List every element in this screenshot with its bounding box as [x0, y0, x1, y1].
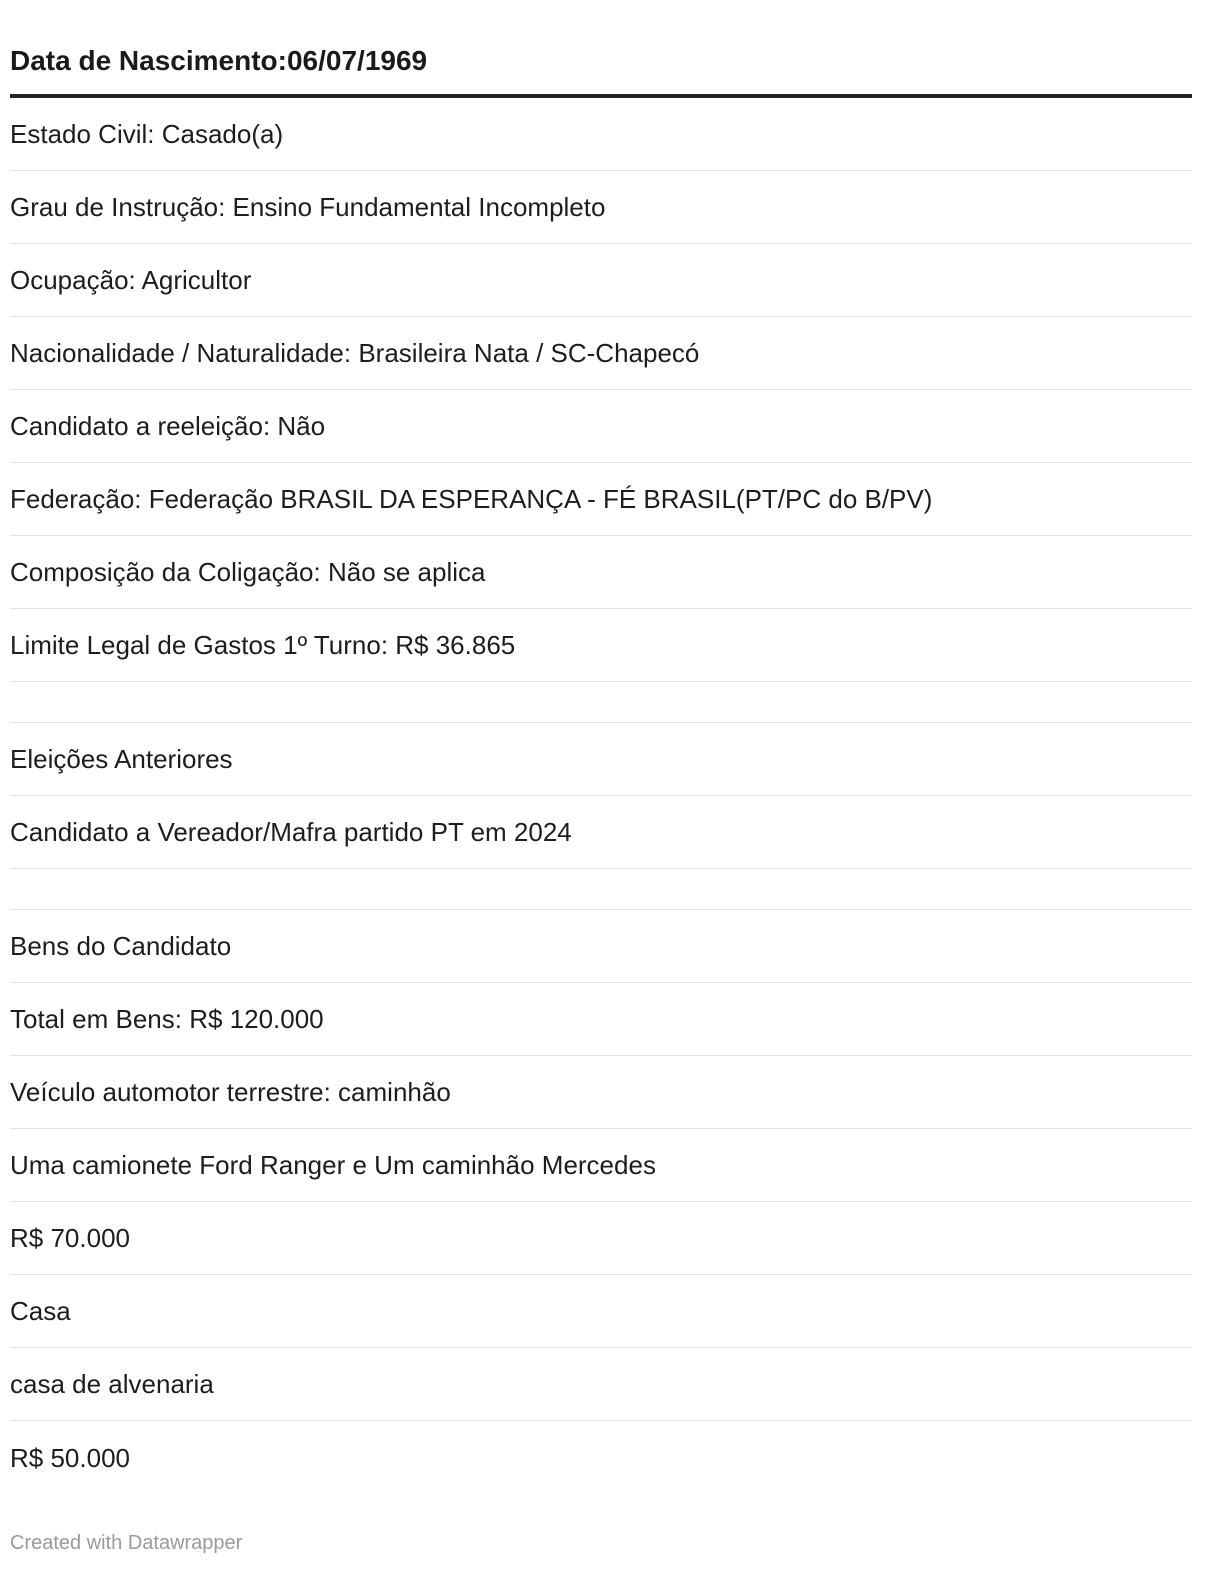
row-text: Casa — [10, 1296, 71, 1326]
table-row — [10, 98, 1192, 171]
row-text: Grau de Instrução: Ensino Fundamental Incompleto — [10, 192, 606, 222]
table-row — [10, 1275, 1192, 1348]
section-label-assets: Bens do Candidato — [10, 931, 232, 961]
table-row — [10, 910, 1192, 983]
datawrapper-credit[interactable]: Created with Datawrapper — [10, 1532, 243, 1554]
candidate-info-table — [10, 0, 1192, 1494]
row-text: Ocupação: Agricultor — [10, 265, 252, 295]
table-row — [10, 317, 1192, 390]
birth-date-header: Data de Nascimento:06/07/1969 — [10, 45, 428, 76]
table-row — [10, 244, 1192, 317]
table-row — [10, 390, 1192, 463]
table-row — [10, 796, 1192, 869]
row-text: Total em Bens: R$ 120.000 — [10, 1004, 324, 1034]
row-text: Uma camionete Ford Ranger e Um caminhão Mercedes — [10, 1150, 656, 1180]
table-row — [10, 1056, 1192, 1129]
row-text: casa de alvenaria — [10, 1369, 214, 1399]
empty-row — [10, 682, 1192, 723]
row-text: Composição da Coligação: Não se aplica — [10, 557, 486, 587]
table-row — [10, 983, 1192, 1056]
table-row — [10, 1202, 1192, 1275]
table-row — [10, 1129, 1192, 1202]
section-label-previous-elections: Eleições Anteriores — [10, 744, 233, 774]
table-row — [10, 723, 1192, 796]
row-text: Federação: Federação BRASIL DA ESPERANÇA - FÉ BRASIL(PT/PC do B/PV) — [10, 484, 933, 514]
row-text: Nacionalidade / Naturalidade: Brasileira Nata / SC-Chapecó — [10, 338, 700, 368]
table-row — [10, 609, 1192, 682]
row-text: Veículo automotor terrestre: caminhão — [10, 1077, 451, 1107]
row-text: Candidato a reeleição: Não — [10, 411, 326, 441]
empty-row — [10, 869, 1192, 910]
table-header — [10, 0, 1192, 98]
row-text: R$ 70.000 — [10, 1223, 130, 1253]
table-row — [10, 1421, 1192, 1494]
row-text: R$ 50.000 — [10, 1442, 130, 1473]
table-row — [10, 463, 1192, 536]
row-text: Estado Civil: Casado(a) — [10, 119, 284, 149]
table-row — [10, 1348, 1192, 1421]
table-row — [10, 171, 1192, 244]
table-row — [10, 536, 1192, 609]
row-text: Limite Legal de Gastos 1º Turno: R$ 36.865 — [10, 630, 516, 660]
row-text: Candidato a Vereador/Mafra partido PT em 2024 — [10, 817, 572, 847]
